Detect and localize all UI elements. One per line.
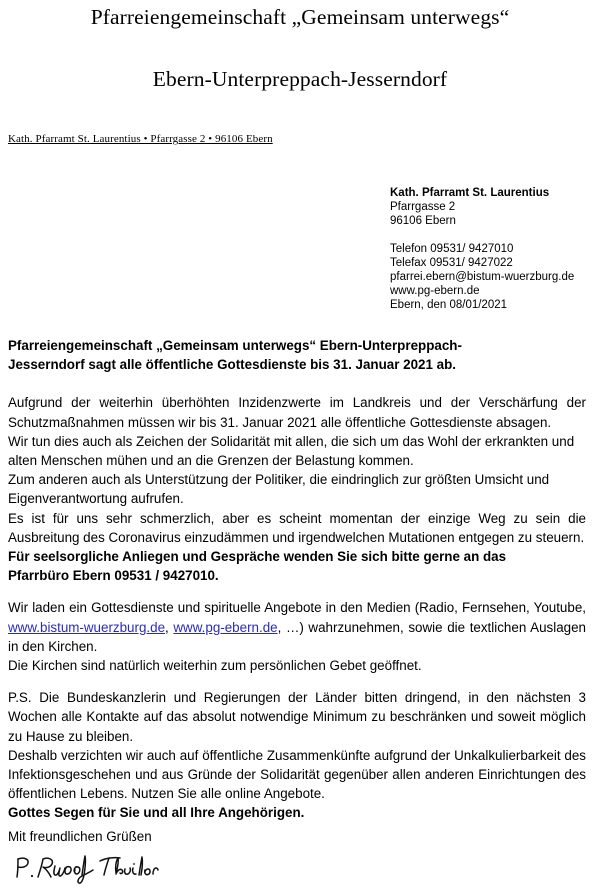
contact-phone: Telefon 09531/ 9427010 bbox=[390, 243, 514, 255]
body-ps-paragraph-2: Deshalb verzichten wir auch auf öffentliche Zusammenkünfte aufgrund der Unkalkulierbarkeit des Infektionsgeschehen und aus Gründe der Solidarität gegenüber allen anderen Einrichtungen des öffentlichen Lebens. Nutzen Sie alle online Angebote. bbox=[8, 747, 586, 802]
body-blessing: Gottes Segen für Sie und all Ihre Angehörigen. bbox=[8, 805, 305, 821]
contact-city: 96106 Ebern bbox=[390, 215, 456, 227]
body-paragraph-3: Zum anderen auch als Unterstützung der Politiker, die eindringlich zur größten Umsicht und Eigenverantwortung aufrufen. bbox=[8, 472, 550, 507]
link-pg-ebern[interactable]: www.pg-ebern.de bbox=[173, 619, 278, 635]
letterhead-title-line-1: Pfarreiengemeinschaft „Gemeinsam unterwegs“ bbox=[90, 5, 510, 29]
body-paragraph-2: Wir tun dies auch als Zeichen der Solidarität mit allen, die sich um das Wohl der erkrankten und alten Menschen mühen und an die Grenzen der Belastung kommen. bbox=[8, 433, 575, 469]
contact-organisation: Kath. Pfarramt St. Laurentius bbox=[390, 187, 550, 199]
body-paragraph-1: Aufgrund der weiterhin überhöhten Inzidenzwerte im Landkreis und der Verschärfung der Schutzmaßnahmen müssen wir bis 31. Januar 2021 alle öffentliche Gottesdienste absagen. bbox=[8, 395, 586, 430]
body-spacer-3 bbox=[8, 675, 586, 688]
signature-strokes bbox=[12, 849, 172, 889]
body-spacer-2 bbox=[8, 585, 586, 598]
body-media-intro: Wir laden ein Gottesdienste und spirituelle Angebote in den Medien (Radio, Fernsehen, Youtube, bbox=[8, 600, 586, 616]
body-ps-paragraph-1: P.S. Die Bundeskanzlerin und Regierungen der Länder bitten dringend, in den nächsten 3 Wochen alle Kontakte auf das absolut notwendige Minimum zu beschränken und soweit möglich zu Hause zu bleiben. bbox=[8, 690, 586, 744]
body-media-tail: , …) wahrzunehmen, sowie die textlichen Auslagen in den Kirchen. bbox=[8, 619, 586, 654]
contact-street: Pfarrgasse 2 bbox=[390, 201, 456, 213]
link-bistum-wuerzburg[interactable]: www.bistum-wuerzburg.de bbox=[8, 619, 166, 635]
body-media-separator: , bbox=[165, 619, 174, 635]
body-media-paragraph bbox=[8, 598, 586, 656]
body-office-contact-line-1: Für seelsorgliche Anliegen und Gespräche wenden Sie sich bitte gerne an das bbox=[8, 549, 507, 565]
contact-spacer bbox=[390, 228, 574, 242]
contact-website: www.pg-ebern.de bbox=[390, 285, 480, 297]
contact-fax: Telefax 09531/ 9427022 bbox=[390, 257, 513, 269]
body-headline-line-1: Pfarreiengemeinschaft „Gemeinsam unterwegs“ Ebern-Unterpreppach- bbox=[8, 338, 462, 353]
body-paragraph-4: Es ist für uns sehr schmerzlich, aber es scheint momentan der einzige Weg zu sein die Ausbreitung des Coronavirus einzudämmen und irgendwelchen Mutationen entgegen zu steuern. bbox=[8, 510, 586, 545]
signature bbox=[12, 849, 172, 889]
contact-block bbox=[390, 186, 574, 312]
sender-address-line: Kath. Pfarramt St. Laurentius • Pfarrgasse 2 • 96106 Ebern bbox=[8, 133, 273, 145]
body-office-contact-line-2: Pfarrbüro Ebern 09531 / 9427010. bbox=[8, 568, 219, 584]
body-headline-line-2: Jesserndorf sagt alle öffentliche Gottesdienste bis 31. Januar 2021 ab. bbox=[8, 357, 457, 373]
letterhead bbox=[0, 0, 600, 91]
letter-body bbox=[8, 336, 586, 823]
closing-salutation: Mit freundlichen Grüßen bbox=[8, 829, 152, 844]
body-churches-open: Die Kirchen sind natürlich weiterhin zum persönlichen Gebet geöffnet. bbox=[8, 658, 422, 674]
letterhead-title-line-2: Ebern-Unterpreppach-Jesserndorf bbox=[152, 66, 448, 91]
contact-email: pfarrei.ebern@bistum-wuerzburg.de bbox=[390, 271, 575, 283]
contact-place-date: Ebern, den 08/01/2021 bbox=[390, 299, 508, 311]
body-spacer-1 bbox=[8, 374, 586, 393]
